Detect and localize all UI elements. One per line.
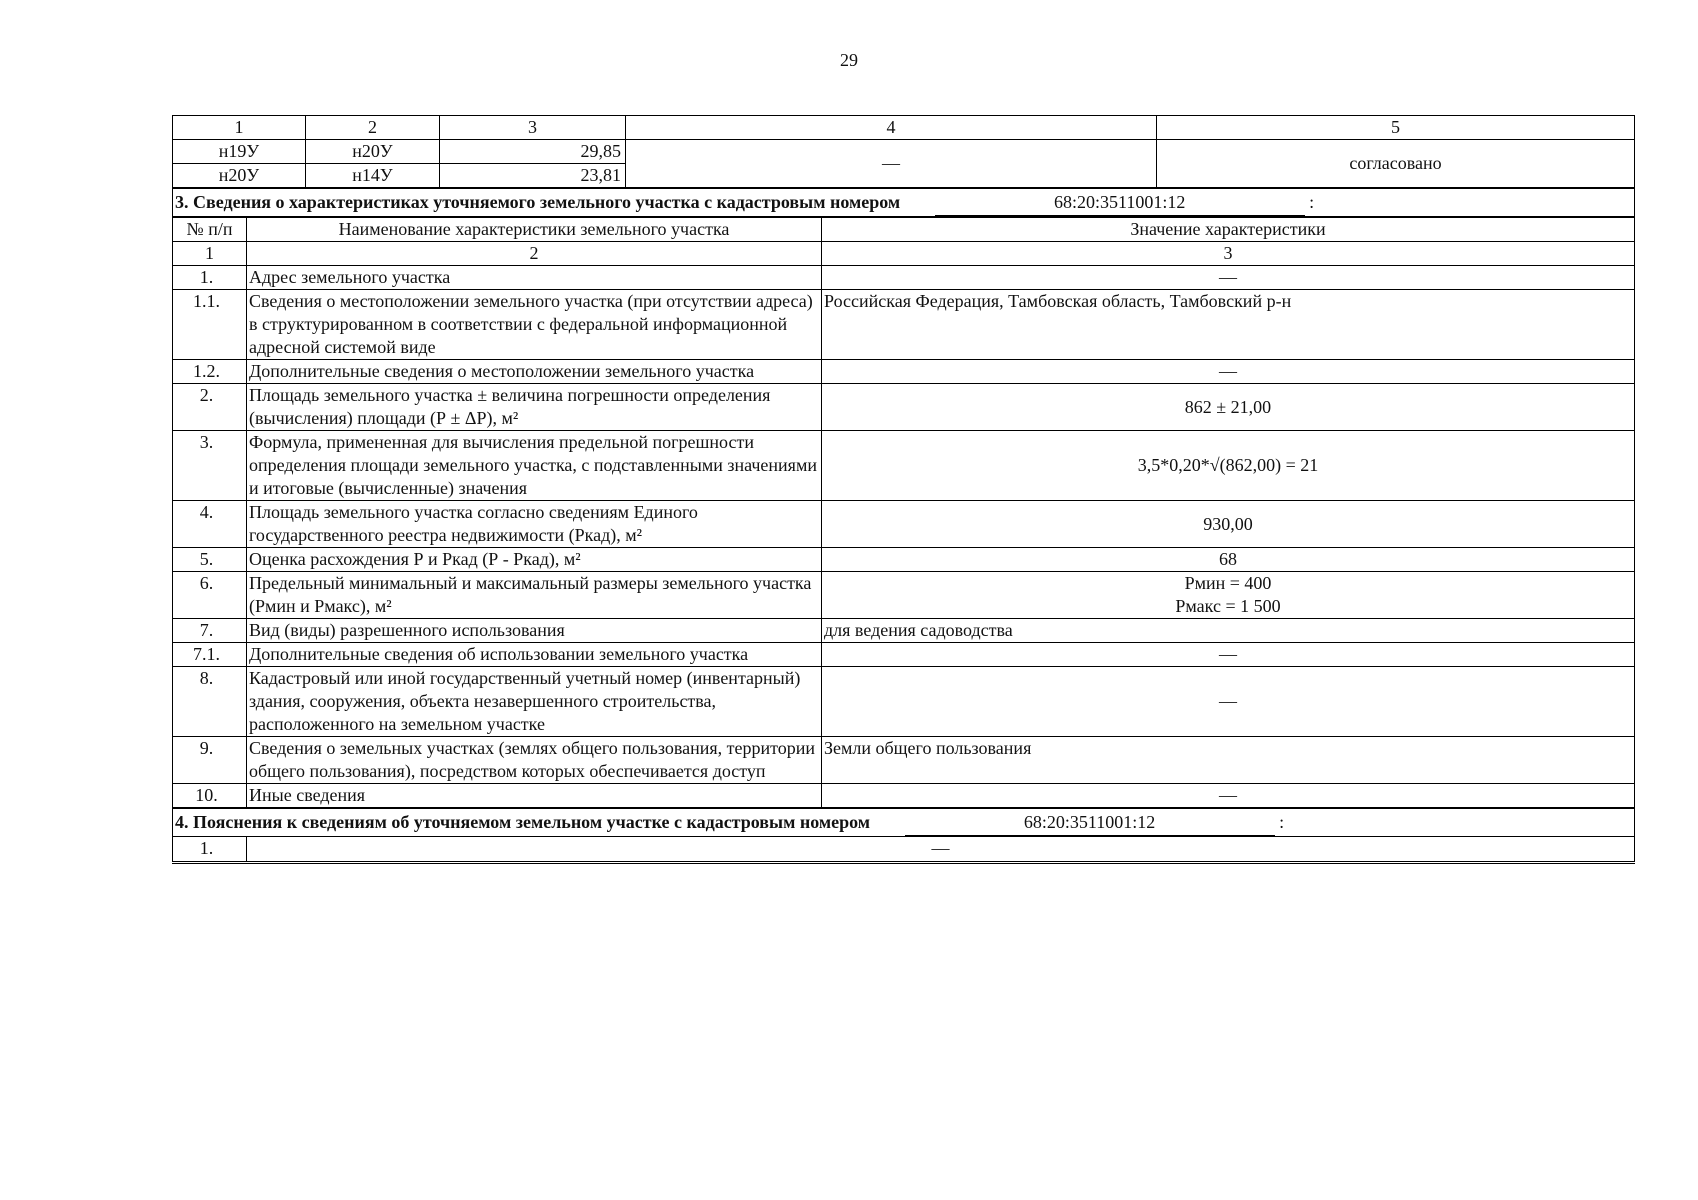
- table-row: [173, 140, 1635, 164]
- table-row: [173, 290, 1635, 360]
- row-name: Кадастровый или иной государственный учетный номер (инвентарный) здания, сооружения, объекта незавершенного строительства, расположенного на земельном участке: [247, 667, 822, 737]
- characteristics-header-row: [173, 218, 1635, 242]
- characteristics-table: [172, 217, 1635, 864]
- row-num: 2.: [173, 384, 247, 431]
- point-from: н20У: [173, 164, 306, 189]
- row-name: Дополнительные сведения об использовании земельного участка: [247, 643, 822, 667]
- header-value: Значение характеристики: [822, 218, 1635, 242]
- row-value: —: [822, 266, 1635, 290]
- row-name: Адрес земельного участка: [247, 266, 822, 290]
- section3-colon: :: [1309, 192, 1315, 212]
- row-value: [822, 572, 1635, 619]
- page-number: 29: [840, 50, 858, 70]
- row-name: Иные сведения: [247, 784, 822, 809]
- segments-table: [172, 115, 1635, 217]
- segments-header-cell: 4: [626, 116, 1157, 140]
- section3-title-cell: [173, 188, 1635, 217]
- segment-length: 29,85: [440, 140, 626, 164]
- section4-title-row: [173, 808, 1635, 837]
- row-name: Формула, примененная для вычисления предельной погрешности определения площади земельного участка, с подставленными значениями и итоговые (вычисленные) значения: [247, 431, 822, 501]
- row-value: —: [247, 837, 1635, 863]
- row-num: 5.: [173, 548, 247, 572]
- table-row: [173, 572, 1635, 619]
- table-row: [173, 737, 1635, 784]
- segment-col4-value: —: [626, 140, 1157, 189]
- row-name: Предельный минимальный и максимальный размеры земельного участка (Рмин и Рмакс), м²: [247, 572, 822, 619]
- table-row: [173, 619, 1635, 643]
- header-name: Наименование характеристики земельного участка: [247, 218, 822, 242]
- row-num: 1.1.: [173, 290, 247, 360]
- table-row: [173, 360, 1635, 384]
- row-num: 1.2.: [173, 360, 247, 384]
- row-num: 4.: [173, 501, 247, 548]
- table-row: [173, 384, 1635, 431]
- subheader-cell: 1: [173, 242, 247, 266]
- header-num: № п/п: [173, 218, 247, 242]
- row-value: для ведения садоводства: [822, 619, 1635, 643]
- row-num: 1.: [173, 837, 247, 863]
- subheader-cell: 2: [247, 242, 822, 266]
- row-value: 68: [822, 548, 1635, 572]
- segments-header-cell: 5: [1157, 116, 1635, 140]
- row-num: 7.: [173, 619, 247, 643]
- row-value: Российская Федерация, Тамбовская область, Тамбовский р-н: [822, 290, 1635, 360]
- table-row: [173, 837, 1635, 863]
- row-num: 1.: [173, 266, 247, 290]
- segment-length: 23,81: [440, 164, 626, 189]
- point-from: н19У: [173, 140, 306, 164]
- row-value-min: Рмин = 400: [1184, 573, 1272, 593]
- table-row: [173, 548, 1635, 572]
- segments-header-cell: 1: [173, 116, 306, 140]
- row-value: 862 ± 21,00: [822, 384, 1635, 431]
- row-value: —: [822, 784, 1635, 809]
- row-name: Площадь земельного участка согласно сведениям Единого государственного реестра недвижимости (Ркад), м²: [247, 501, 822, 548]
- section4-title-cell: [173, 808, 1635, 837]
- table-row: [173, 431, 1635, 501]
- table-row: [173, 266, 1635, 290]
- row-num: 6.: [173, 572, 247, 619]
- section4-colon: :: [1279, 812, 1285, 832]
- row-value: —: [822, 360, 1635, 384]
- characteristics-subheader-row: [173, 242, 1635, 266]
- point-to: н20У: [306, 140, 440, 164]
- row-name: Оценка расхождения Р и Ркад (Р - Ркад), м²: [247, 548, 822, 572]
- row-name: Дополнительные сведения о местоположении земельного участка: [247, 360, 822, 384]
- point-to: н14У: [306, 164, 440, 189]
- section3-title-row: [173, 188, 1635, 217]
- row-num: 3.: [173, 431, 247, 501]
- row-num: 10.: [173, 784, 247, 809]
- segments-header-cell: 3: [440, 116, 626, 140]
- segments-header-cell: 2: [306, 116, 440, 140]
- subheader-cell: 3: [822, 242, 1635, 266]
- row-value: —: [822, 643, 1635, 667]
- row-value-max: Рмакс = 1 500: [1175, 596, 1281, 616]
- row-name: Вид (виды) разрешенного использования: [247, 619, 822, 643]
- section4-cadastral-number: 68:20:3511001:12: [905, 809, 1275, 836]
- section3-title: 3. Сведения о характеристиках уточняемого земельного участка с кадастровым номером: [175, 192, 901, 212]
- row-num: 7.1.: [173, 643, 247, 667]
- row-name: Сведения о местоположении земельного участка (при отсутствии адреса) в структурированном в соответствии с федеральной информационной адресной системой виде: [247, 290, 822, 360]
- document-sheet: [172, 115, 1634, 864]
- section4-title: 4. Пояснения к сведениям об уточняемом земельном участке с кадастровым номером: [175, 812, 871, 832]
- row-name: Площадь земельного участка ± величина погрешности определения (вычисления) площади (Р ± ΔР), м²: [247, 384, 822, 431]
- segments-header-row: [173, 116, 1635, 140]
- table-row: [173, 784, 1635, 809]
- row-value: 930,00: [822, 501, 1635, 548]
- section3-cadastral-number: 68:20:3511001:12: [935, 189, 1305, 216]
- row-num: 8.: [173, 667, 247, 737]
- row-num: 9.: [173, 737, 247, 784]
- agreement-status: согласовано: [1157, 140, 1635, 189]
- table-row: [173, 643, 1635, 667]
- row-value: Земли общего пользования: [822, 737, 1635, 784]
- row-name: Сведения о земельных участках (землях общего пользования, территории общего пользования), посредством которых обеспечивается доступ: [247, 737, 822, 784]
- table-row: [173, 501, 1635, 548]
- table-row: [173, 667, 1635, 737]
- row-value: —: [822, 667, 1635, 737]
- row-value: 3,5*0,20*√(862,00) = 21: [822, 431, 1635, 501]
